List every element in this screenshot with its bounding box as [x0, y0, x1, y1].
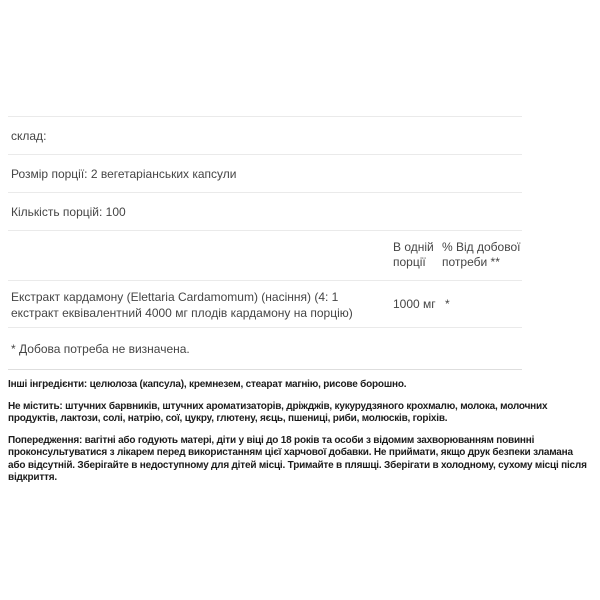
product-notes-section — [8, 370, 592, 485]
servings-per-container-row — [8, 193, 592, 230]
does-not-contain-note: Не містить: штучних барвників, штучних ароматизаторів, дріжджів, кукурудзяного крохмалю, молока, молочних продуктів, лактози, солі, натрію, сої, цукру, глютену, яєць, пшениці, риби, молюсків, горіхів. — [8, 400, 548, 424]
ingredient-row — [8, 281, 592, 327]
ingredient-name: Екстракт кардамону (Elettaria Cardamomum) (насіння) (4: 1 екстракт еквівалентний 4000 мг плодів кардамону на порцію) — [11, 290, 353, 320]
daily-value-footnote: * Добова потреба не визначена. — [11, 341, 190, 356]
daily-value-footnote-row — [8, 328, 592, 369]
warnings-note: Попередження: вагітні або годують матері, діти у віці до 18 років та особи з відомим захворюванням повинні проконсультуватися з лікарем перед використанням цієї харчової добавки. Не приймати, якщо друк безпеки зламана або відсутній. Зберігайте в недоступному для дітей місці. Тримайте в пляшці. Зберігати в холодному, сухому місці після відкриття. — [8, 434, 587, 483]
other-ingredients-note: Інші інгредієнти: целюлоза (капсула), кремнезем, стеарат магнію, рисове борошно. — [8, 379, 407, 390]
composition-label: склад: — [11, 128, 47, 143]
facts-table-header-row — [8, 231, 592, 280]
composition-row — [8, 117, 592, 154]
serving-size-row — [8, 155, 592, 192]
supplement-facts-section — [8, 116, 592, 494]
per-serving-column-header: В одній порції — [393, 240, 434, 269]
serving-size-label: Розмір порції: 2 вегетаріанських капсули — [11, 166, 237, 181]
ingredient-amount: 1000 мг — [393, 297, 436, 311]
servings-per-container-label: Кількість порцій: 100 — [11, 204, 126, 219]
ingredient-daily-value: * — [445, 297, 450, 311]
daily-value-column-header: % Від добової потреби ** — [442, 240, 521, 269]
